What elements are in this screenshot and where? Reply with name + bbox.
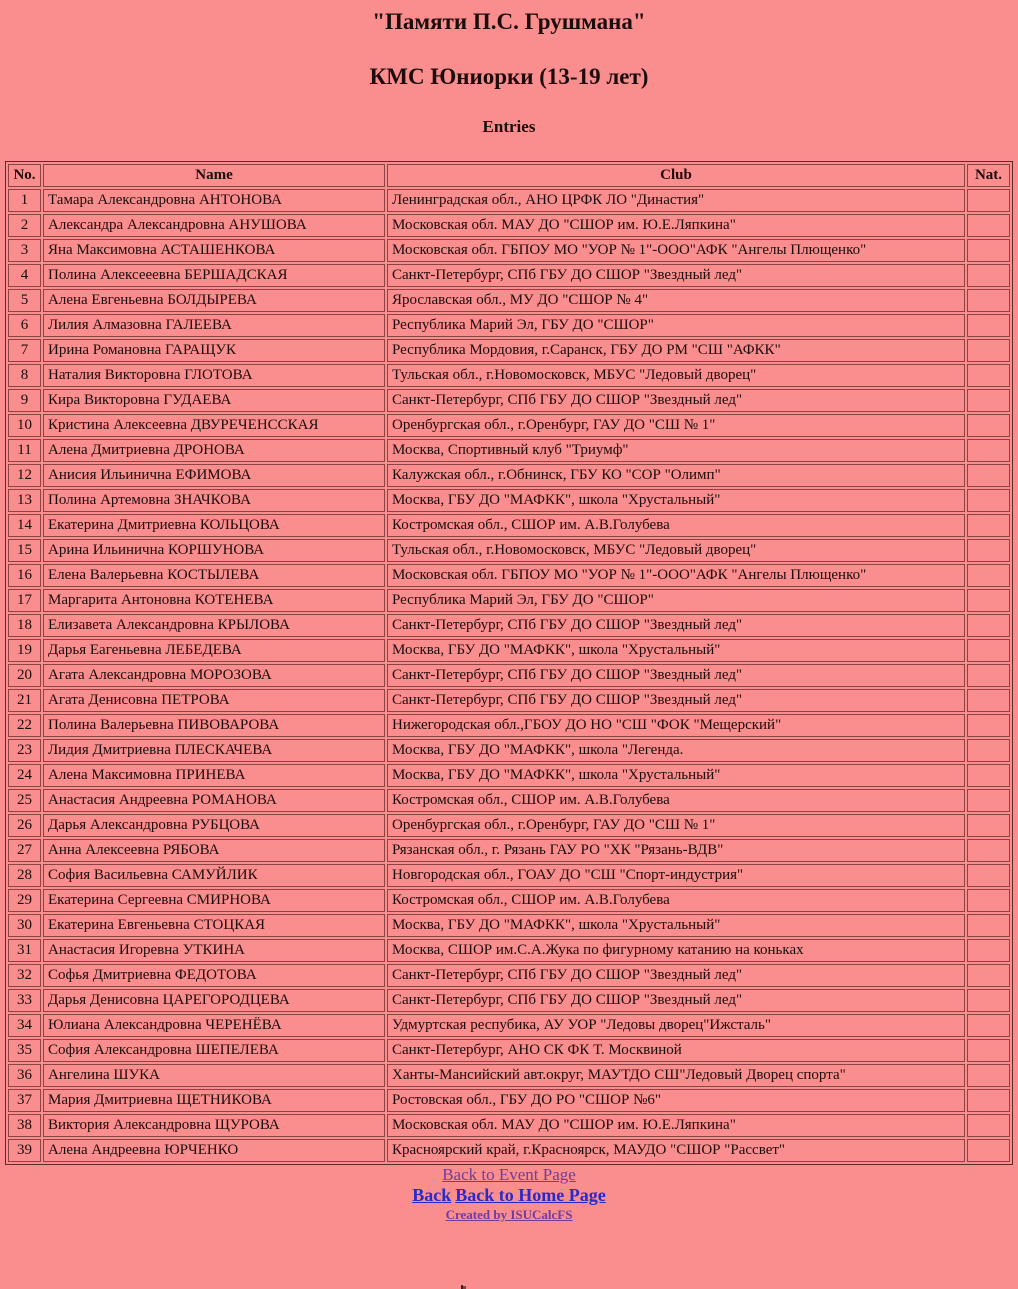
table-row	[8, 1039, 1010, 1062]
cell-no: 15	[8, 539, 41, 562]
cell-no: 9	[8, 389, 41, 412]
table-row	[8, 439, 1010, 462]
cell-name: Алена Максимовна ПРИНЕВА	[43, 764, 385, 787]
cell-no: 6	[8, 314, 41, 337]
cell-nat	[967, 689, 1010, 712]
cell-no: 2	[8, 214, 41, 237]
cell-no: 3	[8, 239, 41, 262]
cell-nat	[967, 639, 1010, 662]
cell-no: 38	[8, 1114, 41, 1137]
header-row	[8, 164, 1010, 187]
table-row	[8, 389, 1010, 412]
cell-no: 32	[8, 964, 41, 987]
table-row	[8, 489, 1010, 512]
table-row	[8, 214, 1010, 237]
cell-nat	[967, 189, 1010, 212]
table-row	[8, 589, 1010, 612]
cell-no: 39	[8, 1139, 41, 1162]
cell-nat	[967, 789, 1010, 812]
back-to-home-link[interactable]: Back to Home Page	[455, 1184, 606, 1205]
cell-no: 36	[8, 1064, 41, 1087]
cell-no: 16	[8, 564, 41, 587]
table-row	[8, 289, 1010, 312]
cell-name: Виктория Александровна ЩУРОВА	[43, 1114, 385, 1137]
cell-nat	[967, 489, 1010, 512]
cell-no: 11	[8, 439, 41, 462]
cell-name: Полина Алексееевна БЕРШАДСКАЯ	[43, 264, 385, 287]
cell-club: Республика Марий Эл, ГБУ ДО "СШОР"	[387, 589, 965, 612]
cell-no: 10	[8, 414, 41, 437]
cell-no: 35	[8, 1039, 41, 1062]
cell-name: Анастасия Игоревна УТКИНА	[43, 939, 385, 962]
cell-no: 18	[8, 614, 41, 637]
entries-table	[5, 161, 1013, 1165]
table-row	[8, 539, 1010, 562]
cell-nat	[967, 289, 1010, 312]
cell-nat	[967, 614, 1010, 637]
cell-club: Санкт-Петербург, СПб ГБУ ДО СШОР "Звездный лед"	[387, 689, 965, 712]
cell-no: 17	[8, 589, 41, 612]
cell-club: Москва, ГБУ ДО "МАФКК", школа "Хрустальный"	[387, 764, 965, 787]
cell-no: 12	[8, 464, 41, 487]
entries-table-header	[8, 164, 1010, 187]
cell-nat	[967, 364, 1010, 387]
cell-nat	[967, 739, 1010, 762]
cell-club: Красноярский край, г.Красноярск, МАУДО "СШОР "Рассвет"	[387, 1139, 965, 1162]
cell-club: Московская обл. ГБПОУ МО "УОР № 1"-ООО"АФК "Ангелы Плющенко"	[387, 564, 965, 587]
entries-heading: Entries	[482, 116, 536, 136]
cell-nat	[967, 464, 1010, 487]
table-row	[8, 1064, 1010, 1087]
cell-no: 14	[8, 514, 41, 537]
cell-name: Ирина Романовна ГАРАЩУК	[43, 339, 385, 362]
cell-name: Софья Дмитриевна ФЕДОТОВА	[43, 964, 385, 987]
table-row	[8, 714, 1010, 737]
cell-name: Наталия Викторовна ГЛОТОВА	[43, 364, 385, 387]
table-row	[8, 189, 1010, 212]
cell-club: Тульская обл., г.Новомосковск, МБУС "Ледовый дворец"	[387, 364, 965, 387]
cell-name: Анастасия Андреевна РОМАНОВА	[43, 789, 385, 812]
entries-body	[8, 189, 1010, 1162]
cell-no: 22	[8, 714, 41, 737]
table-row	[8, 689, 1010, 712]
cell-club: Москва, ГБУ ДО "МАФКК", школа "Легенда.	[387, 739, 965, 762]
cell-nat	[967, 814, 1010, 837]
cell-club: Санкт-Петербург, СПб ГБУ ДО СШОР "Звездный лед"	[387, 389, 965, 412]
cell-club: Рязанская обл., г. Рязань ГАУ РО "ХК "Рязань-ВДВ"	[387, 839, 965, 862]
table-row	[8, 564, 1010, 587]
cell-no: 13	[8, 489, 41, 512]
cell-club: Удмуртская респубика, АУ УОР "Ледовы дворец"Ижсталь"	[387, 1014, 965, 1037]
table-row	[8, 364, 1010, 387]
table-row	[8, 614, 1010, 637]
table-row	[8, 889, 1010, 912]
table-row	[8, 964, 1010, 987]
header-club: Club	[387, 164, 965, 187]
cell-club: Республика Марий Эл, ГБУ ДО "СШОР"	[387, 314, 965, 337]
cell-nat	[967, 239, 1010, 262]
cell-name: Елизавета Александровна КРЫЛОВА	[43, 614, 385, 637]
cell-club: Ханты-Мансийский авт.округ, МАУТДО СШ"Ледовый Дворец спорта"	[387, 1064, 965, 1087]
cell-club: Санкт-Петербург, СПб ГБУ ДО СШОР "Звездный лед"	[387, 964, 965, 987]
cell-club: Москва, ГБУ ДО "МАФКК", школа "Хрустальный"	[387, 639, 965, 662]
cell-name: Яна Максимовна АСТАШЕНКОВА	[43, 239, 385, 262]
cell-name: Кристина Алексеевна ДВУРЕЧЕНССКАЯ	[43, 414, 385, 437]
table-row	[8, 939, 1010, 962]
table-row	[8, 664, 1010, 687]
cell-no: 29	[8, 889, 41, 912]
cell-nat	[967, 339, 1010, 362]
category-subtitle: КМС Юниорки (13-19 лет)	[369, 64, 649, 90]
cell-nat	[967, 839, 1010, 862]
cell-nat	[967, 414, 1010, 437]
cell-name: Кира Викторовна ГУДАЕВА	[43, 389, 385, 412]
table-row	[8, 464, 1010, 487]
cell-no: 37	[8, 1089, 41, 1112]
footer	[0, 1165, 1018, 1224]
cell-club: Ростовская обл., ГБУ ДО РО "СШОР №6"	[387, 1089, 965, 1112]
cell-nat	[967, 914, 1010, 937]
cell-club: Калужская обл., г.Обнинск, ГБУ КО "СОР "Олимп"	[387, 464, 965, 487]
cell-name: Мария Дмитриевна ЩЕТНИКОВА	[43, 1089, 385, 1112]
cell-no: 28	[8, 864, 41, 887]
cell-no: 26	[8, 814, 41, 837]
cell-club: Санкт-Петербург, СПб ГБУ ДО СШОР "Звездный лед"	[387, 264, 965, 287]
back-link[interactable]: Back	[412, 1184, 452, 1205]
cut-off-text-artifact	[452, 1283, 461, 1289]
cell-name: Агата Александровна МОРОЗОВА	[43, 664, 385, 687]
cell-nat	[967, 889, 1010, 912]
cell-no: 33	[8, 989, 41, 1012]
cell-no: 7	[8, 339, 41, 362]
cell-no: 23	[8, 739, 41, 762]
cell-no: 31	[8, 939, 41, 962]
table-row	[8, 1114, 1010, 1137]
cell-name: Полина Артемовна ЗНАЧКОВА	[43, 489, 385, 512]
cell-nat	[967, 1014, 1010, 1037]
cell-name: Маргарита Антоновна КОТЕНЕВА	[43, 589, 385, 612]
cell-no: 34	[8, 1014, 41, 1037]
cell-nat	[967, 589, 1010, 612]
cell-nat	[967, 864, 1010, 887]
cell-nat	[967, 764, 1010, 787]
cell-club: Нижегородская обл.,ГБОУ ДО НО "СШ "ФОК "Мещерский"	[387, 714, 965, 737]
table-row	[8, 864, 1010, 887]
cell-nat	[967, 1139, 1010, 1162]
table-row	[8, 814, 1010, 837]
cell-name: Алена Дмитриевна ДРОНОВА	[43, 439, 385, 462]
cell-club: Оренбургская обл., г.Оренбург, ГАУ ДО "СШ № 1"	[387, 814, 965, 837]
cell-club: Оренбургская обл., г.Оренбург, ГАУ ДО "СШ № 1"	[387, 414, 965, 437]
cell-club: Московская обл. ГБПОУ МО "УОР № 1"-ООО"АФК "Ангелы Плющенко"	[387, 239, 965, 262]
cell-name: Екатерина Дмитриевна КОЛЬЦОВА	[43, 514, 385, 537]
cell-club: Ярославская обл., МУ ДО "СШОР № 4"	[387, 289, 965, 312]
table-row	[8, 914, 1010, 937]
cell-name: София Васильевна САМУЙЛИК	[43, 864, 385, 887]
cell-name: Алена Евгеньевна БОЛДЫРЕВА	[43, 289, 385, 312]
table-row	[8, 789, 1010, 812]
cell-name: Анна Алексеевна РЯБОВА	[43, 839, 385, 862]
cell-nat	[967, 1089, 1010, 1112]
header-no: No.	[8, 164, 41, 187]
cell-nat	[967, 964, 1010, 987]
cell-name: Лилия Алмазовна ГАЛЕЕВА	[43, 314, 385, 337]
cell-name: Александра Александровна АНУШОВА	[43, 214, 385, 237]
cell-club: Санкт-Петербург, СПб ГБУ ДО СШОР "Звездный лед"	[387, 989, 965, 1012]
cell-name: Дарья Еагеньевна ЛЕБЕДЕВА	[43, 639, 385, 662]
cell-no: 5	[8, 289, 41, 312]
table-row	[8, 314, 1010, 337]
header-nat: Nat.	[967, 164, 1010, 187]
cell-name: Полина Валерьевна ПИВОВАРОВА	[43, 714, 385, 737]
cell-name: Лидия Дмитриевна ПЛЕСКАЧЕВА	[43, 739, 385, 762]
cell-name: Екатерина Сергеевна СМИРНОВА	[43, 889, 385, 912]
table-row	[8, 839, 1010, 862]
cell-nat	[967, 1039, 1010, 1062]
table-row	[8, 1014, 1010, 1037]
cell-club: Москва, ГБУ ДО "МАФКК", школа "Хрустальный"	[387, 489, 965, 512]
table-row	[8, 514, 1010, 537]
cell-name: Ангелина ШУКА	[43, 1064, 385, 1087]
table-row	[8, 639, 1010, 662]
cell-club: Новгородская обл., ГОАУ ДО "СШ "Спорт-индустрия"	[387, 864, 965, 887]
cell-name: Алена Андреевна ЮРЧЕНКО	[43, 1139, 385, 1162]
cell-name: Елена Валерьевна КОСТЫЛЕВА	[43, 564, 385, 587]
table-row	[8, 989, 1010, 1012]
cell-club: Тульская обл., г.Новомосковск, МБУС "Ледовый дворец"	[387, 539, 965, 562]
cell-no: 20	[8, 664, 41, 687]
table-row	[8, 239, 1010, 262]
cell-name: Юлиана Александровна ЧЕРЕНЁВА	[43, 1014, 385, 1037]
header-name: Name	[43, 164, 385, 187]
cell-name: Арина Ильинична КОРШУНОВА	[43, 539, 385, 562]
cell-club: Москва, ГБУ ДО "МАФКК", школа "Хрустальный"	[387, 914, 965, 937]
cell-nat	[967, 1114, 1010, 1137]
cell-club: Республика Мордовия, г.Саранск, ГБУ ДО РМ "СШ "АФКК"	[387, 339, 965, 362]
cell-nat	[967, 514, 1010, 537]
cell-no: 25	[8, 789, 41, 812]
cell-nat	[967, 389, 1010, 412]
cell-nat	[967, 439, 1010, 462]
cell-no: 8	[8, 364, 41, 387]
cell-club: Московская обл. МАУ ДО "СШОР им. Ю.Е.Ляпкина"	[387, 1114, 965, 1137]
cell-nat	[967, 664, 1010, 687]
cell-name: София Александровна ШЕПЕЛЕВА	[43, 1039, 385, 1062]
cell-club: Костромская обл., СШОР им. А.В.Голубева	[387, 789, 965, 812]
cell-name: Дарья Денисовна ЦАРЕГОРОДЦЕВА	[43, 989, 385, 1012]
cell-name: Дарья Александровна РУБЦОВА	[43, 814, 385, 837]
cell-no: 27	[8, 839, 41, 862]
cell-name: Анисия Ильинична ЕФИМОВА	[43, 464, 385, 487]
table-row	[8, 264, 1010, 287]
cell-no: 1	[8, 189, 41, 212]
table-row	[8, 414, 1010, 437]
created-by-link[interactable]: Created by ISUCalcFS	[445, 1206, 573, 1222]
table-row	[8, 764, 1010, 787]
cell-nat	[967, 264, 1010, 287]
cell-nat	[967, 214, 1010, 237]
table-row	[8, 1139, 1010, 1162]
cell-club: Санкт-Петербург, СПб ГБУ ДО СШОР "Звездный лед"	[387, 664, 965, 687]
cell-no: 19	[8, 639, 41, 662]
cell-club: Москва, Спортивный клуб "Триумф"	[387, 439, 965, 462]
cell-club: Москва, СШОР им.С.А.Жука по фигурному катанию на коньках	[387, 939, 965, 962]
cell-club: Санкт-Петербург, АНО СК ФК Т. Москвиной	[387, 1039, 965, 1062]
cell-nat	[967, 539, 1010, 562]
page-title: "Памяти П.С. Грушмана"	[372, 9, 646, 34]
cell-no: 21	[8, 689, 41, 712]
cell-club: Костромская обл., СШОР им. А.В.Голубева	[387, 889, 965, 912]
cell-nat	[967, 939, 1010, 962]
table-row	[8, 1089, 1010, 1112]
cell-club: Ленинградская обл., АНО ЦРФК ЛО "Династия"	[387, 189, 965, 212]
back-to-event-link[interactable]: Back to Event Page	[442, 1164, 576, 1184]
cell-club: Московская обл. МАУ ДО "СШОР им. Ю.Е.Ляпкина"	[387, 214, 965, 237]
cell-nat	[967, 314, 1010, 337]
table-row	[8, 739, 1010, 762]
table-row	[8, 339, 1010, 362]
cell-nat	[967, 564, 1010, 587]
cell-name: Агата Денисовна ПЕТРОВА	[43, 689, 385, 712]
cell-name: Тамара Александровна АНТОНОВА	[43, 189, 385, 212]
cell-no: 30	[8, 914, 41, 937]
cell-name: Екатерина Евгеньевна СТОЦКАЯ	[43, 914, 385, 937]
cell-no: 4	[8, 264, 41, 287]
cell-nat	[967, 1064, 1010, 1087]
cell-club: Санкт-Петербург, СПб ГБУ ДО СШОР "Звездный лед"	[387, 614, 965, 637]
cell-no: 24	[8, 764, 41, 787]
cell-nat	[967, 989, 1010, 1012]
cell-nat	[967, 714, 1010, 737]
cell-club: Костромская обл., СШОР им. А.В.Голубева	[387, 514, 965, 537]
